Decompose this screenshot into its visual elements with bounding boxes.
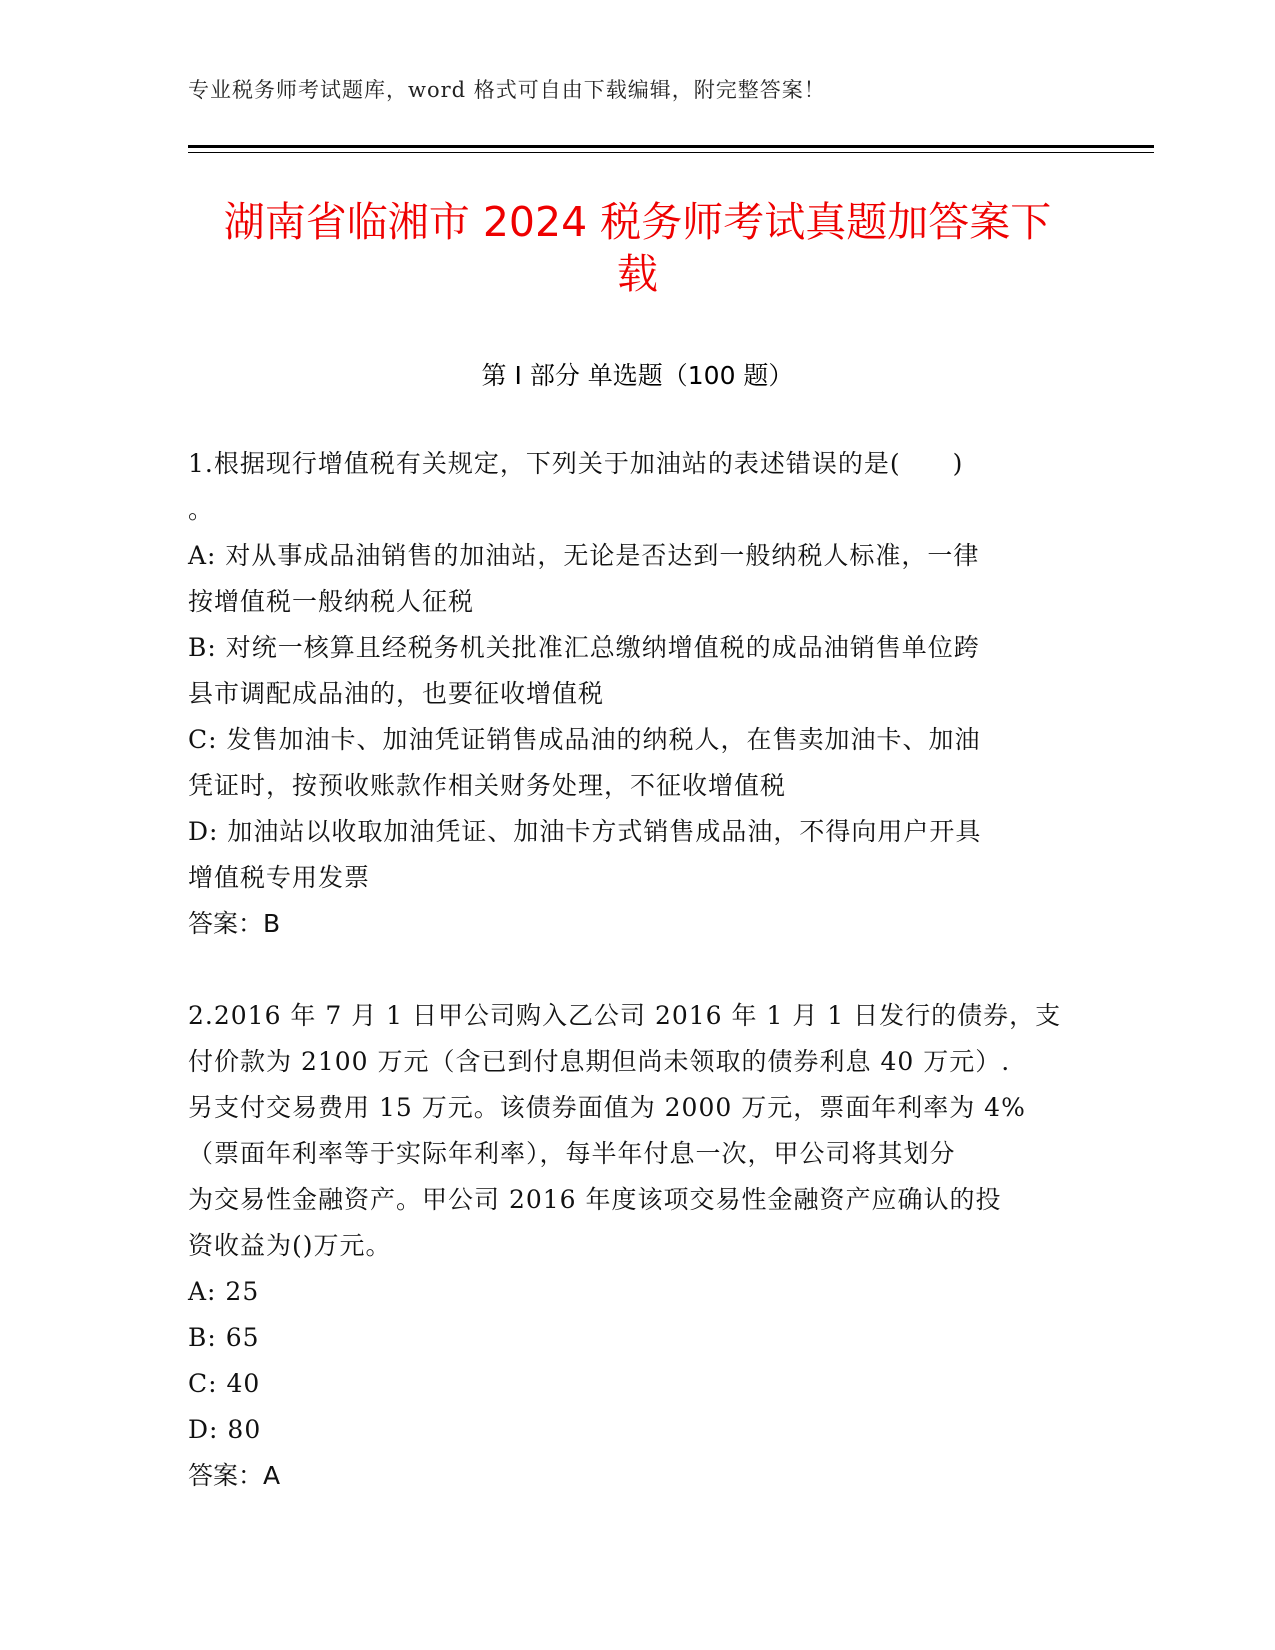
section-title: 第 I 部分 单选题（100 题） (481, 361, 794, 390)
answer: 答案：B (188, 909, 281, 938)
page-title (150, 196, 1125, 300)
question-stem-line: 为交易性金融资产。甲公司 2016 年度该项交易性金融资产应确认的投 (188, 1185, 1002, 1214)
question-stem-line: 1.根据现行增值税有关规定，下列关于加油站的表述错误的是( ) (188, 449, 964, 478)
option-c-cont: 凭证时，按预收账款作相关财务处理，不征收增值税 (188, 771, 787, 800)
question-stem-line: 2.2016 年 7 月 1 日甲公司购入乙公司 2016 年 1 月 1 日发行的债券，支 (188, 1001, 1062, 1030)
header-note: 专业税务师考试题库，word 格式可自由下载编辑，附完整答案！ (188, 78, 826, 102)
question-stem-line: 。 (188, 495, 215, 524)
option-b-cont: 县市调配成品油的，也要征收增值税 (188, 679, 605, 708)
option-a: A: 对从事成品油销售的加油站，无论是否达到一般纳税人标准，一律 (188, 541, 980, 570)
page-title-line-1: 湖南省临湘市 2024 税务师考试真题加答案下 (223, 198, 1052, 246)
question-1 (188, 441, 1080, 947)
option-b: B: 65 (188, 1323, 260, 1352)
option-c: C: 40 (188, 1369, 261, 1398)
question-stem-line: 资收益为()万元。 (188, 1231, 392, 1260)
option-d: D: 80 (188, 1415, 262, 1444)
question-spacer (188, 947, 1080, 993)
option-d-cont: 增值税专用发票 (188, 863, 371, 892)
question-stem-line: 另支付交易费用 15 万元。该债券面值为 2000 万元，票面年利率为 4% (188, 1093, 1026, 1122)
question-stem-line: （票面年利率等于实际年利率），每半年付息一次，甲公司将其划分 (188, 1139, 956, 1168)
question-list (188, 441, 1080, 1499)
answer: 答案：A (188, 1461, 281, 1490)
question-stem-line: 付价款为 2100 万元（含已到付息期但尚未领取的债券利息 40 万元）. (188, 1047, 1011, 1076)
header-rule-thick (188, 145, 1154, 148)
option-a: A: 25 (188, 1277, 260, 1306)
option-a-cont: 按增值税一般纳税人征税 (188, 587, 475, 616)
option-b: B: 对统一核算且经税务机关批准汇总缴纳增值税的成品油销售单位跨 (188, 633, 980, 662)
option-c: C: 发售加油卡、加油凭证销售成品油的纳税人，在售卖加油卡、加油 (188, 725, 981, 754)
page-title-line-2: 载 (617, 250, 658, 298)
option-d: D: 加油站以收取加油凭证、加油卡方式销售成品油，不得向用户开具 (188, 817, 982, 846)
question-2 (188, 993, 1080, 1499)
header-rule-thin (188, 152, 1154, 153)
